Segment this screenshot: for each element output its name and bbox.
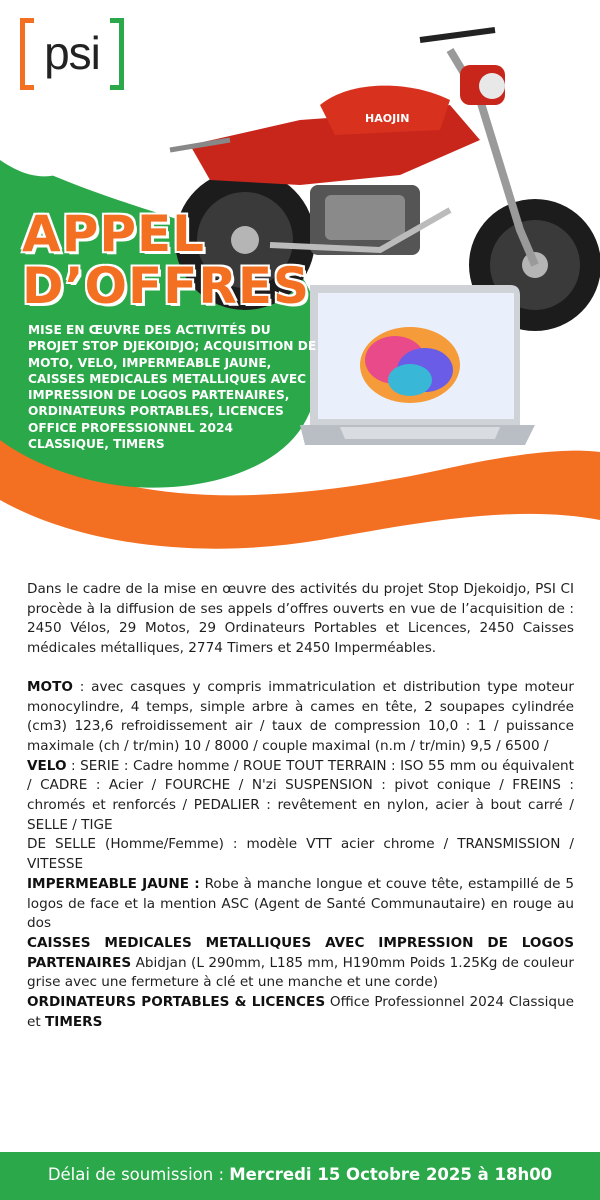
velo-text: : SERIE : Cadre homme / ROUE TOUT TERRAIN : ISO 55 mm ou équivalent / CADRE : Acier / FOURCHE / N'zi SUSPENSION : pivot conique / FREINS : chromés et renforcés / PEDALIER : revêtement en nylon, acier à bout carré / SELLE / TIGE [27,757,574,833]
moto-brand-label: HAOJIN [365,112,410,125]
impermeable-label: IMPERMEABLE JAUNE : [27,875,200,892]
intro-paragraph: Dans le cadre de la mise en œuvre des activités du projet Stop Djekoidjo, PSI CI procède à la diffusion de ses appels d’offres ouverts en vue de l’acquisition de : 2450 Vélos, 29 Motos, 29 Ordinateurs Portables et Licences, 2450 Caisses médicales métalliques, 2774 Timers et 2450 Imperméables. [27,581,574,657]
moto-label: MOTO [27,678,73,695]
deadline-prefix: Délai de soumission : [47,1165,230,1184]
moto-paragraph [27,678,574,757]
caisses-label: CAISSES MEDICALES METALLIQUES AVEC IMPRESSION DE LOGOS PARTENAIRES [27,934,574,971]
deadline-date: Mercredi 15 Octobre 2025 à 18h00 [229,1165,553,1184]
title-line-2: D’OFFRES [22,257,310,315]
page-subtitle: MISE EN ŒUVRE DES ACTIVITÉS DU PROJET STOP DJEKOIDJO; ACQUISITION DE MOTO, VELO, IMPERMEABLE JAUNE, CAISSES MEDICALES METALLIQUES AVEC IMPRESSION DE LOGOS PARTENAIRES, ORDINATEURS PORTABLES, LICENCES OFFICE PROFESSIONNEL 2024 CLASSIQUE, TIMERS [28,323,317,452]
caisses-text: Abidjan (L 290mm, L185 mm, H190mm Poids 1.25Kg de couleur grise avec une fermeture à clé et une manche et une corde) [27,954,574,991]
logo-text: psi [44,27,100,79]
ordinateurs-paragraph [27,993,574,1032]
impermeable-paragraph [27,875,574,934]
velo-paragraph [27,757,574,836]
velo-label: VELO [27,757,67,774]
timers-label: TIMERS [45,1013,103,1030]
ordinateurs-text: Office Professionnel 2024 Classique et [27,994,574,1030]
ordinateurs-label: ORDINATEURS PORTABLES & LICENCES [27,994,326,1011]
title-line-1: APPEL [22,205,206,263]
psi-logo [20,18,124,90]
paragraph-spacer [27,659,574,678]
announcement-body [27,580,574,1032]
laptop-illustration [300,275,540,475]
impermeable-text: Robe à manche longue et couve tête, estampillé de 5 logos de face et la mention ASC (Agent de Santé Communautaire) en rouge au dos [27,875,574,932]
hero-banner [0,0,600,560]
submission-deadline-bar [0,1152,600,1200]
caisses-paragraph [27,934,574,993]
page-title [22,205,310,315]
velo-paragraph-2: DE SELLE (Homme/Femme) : modèle VTT acier chrome / TRANSMISSION / VITESSE [27,836,574,873]
moto-text: : avec casques y compris immatriculation et distribution type moteur monocylindre, 4 temps, simple arbre à cames en tête, 2 soupapes cylindrée (cm3) 123,6 refroidissement air / taux de compression 10,0 : 1 / puissance maximale (ch / tr/min) 10 / 8000 / couple maximal (n.m / tr/min) 9,5 / 6500 / [27,678,574,754]
